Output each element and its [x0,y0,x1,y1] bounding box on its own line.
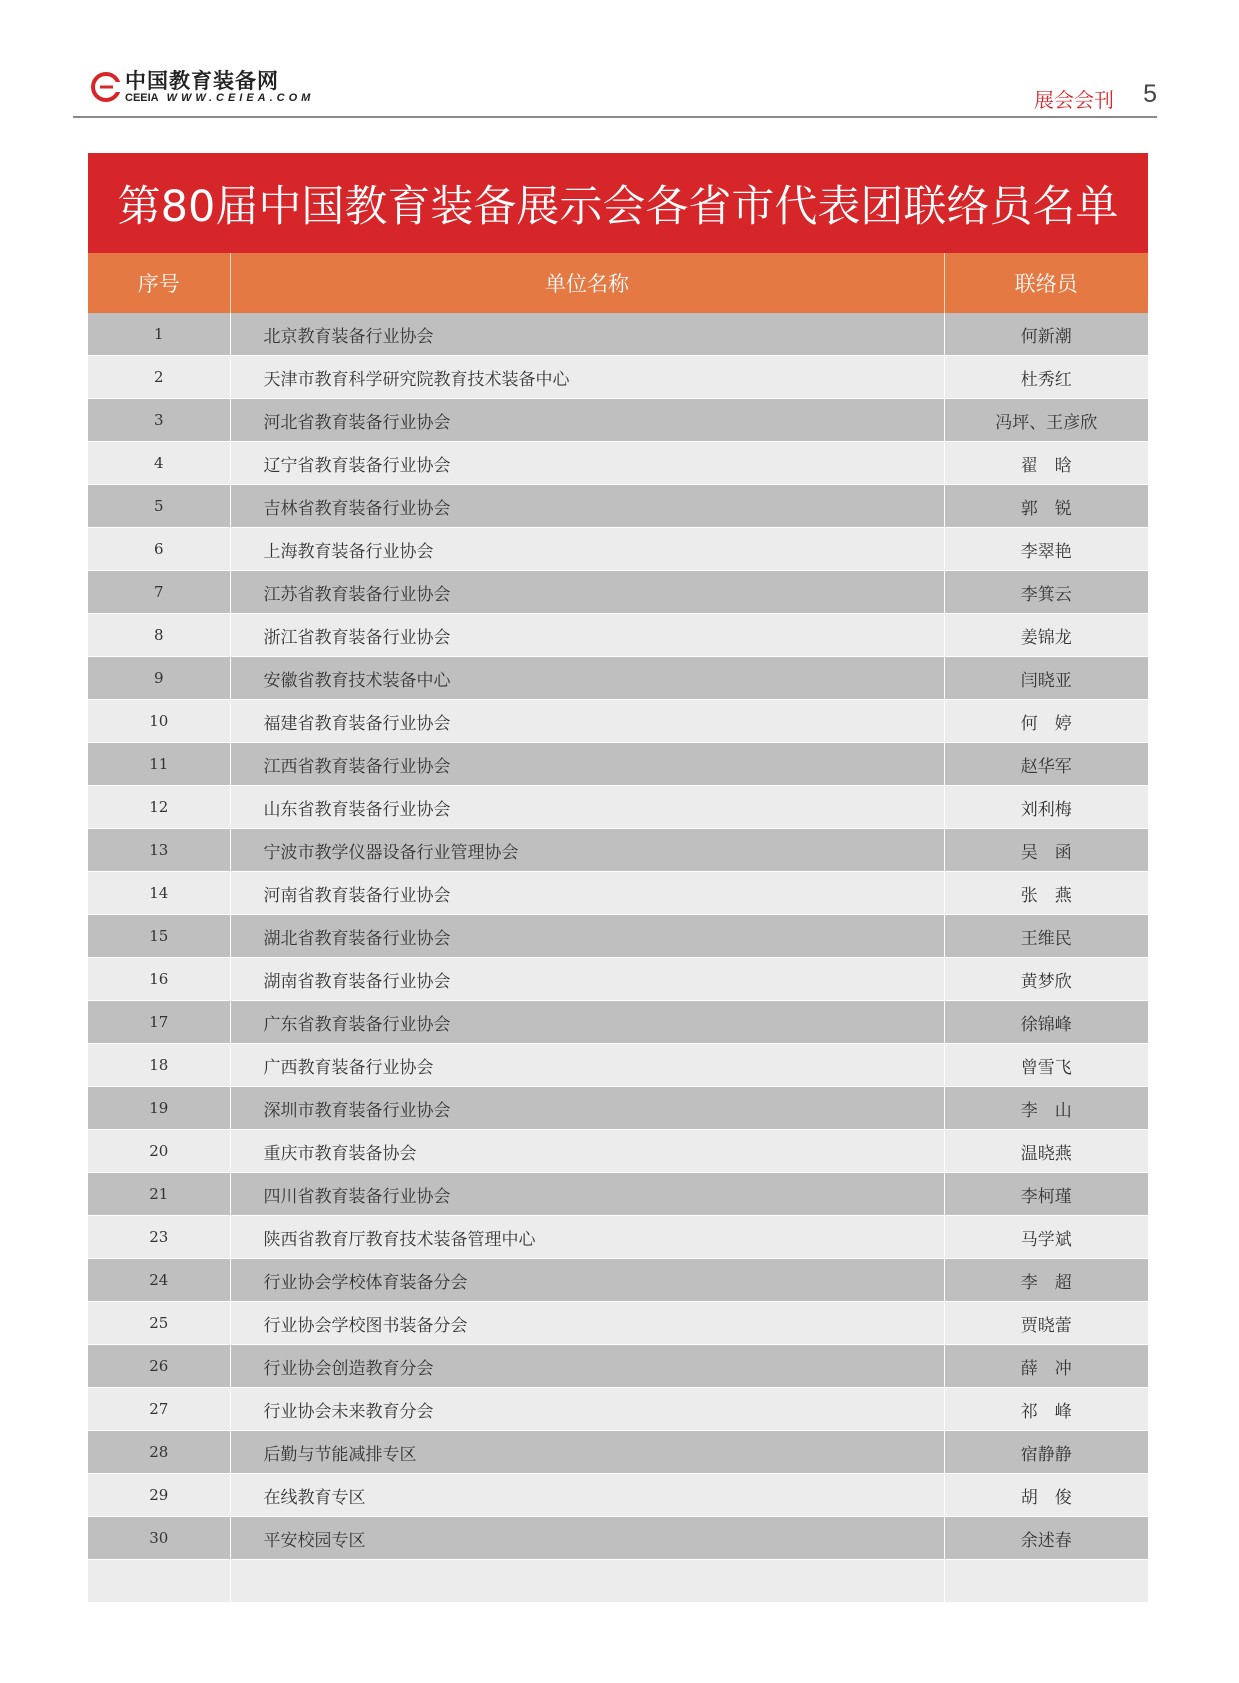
header-divider [73,116,1157,118]
table-row [88,1044,1148,1087]
contact-table [88,253,1148,1603]
unit-name: 行业协会未来教育分会 [230,1388,944,1431]
table-row [88,1560,1148,1603]
table-row [88,528,1148,571]
table-row [88,485,1148,528]
unit-name: 安徽省教育技术装备中心 [230,657,944,700]
unit-name: 四川省教育装备行业协会 [230,1173,944,1216]
contact-person: 胡 俊 [944,1474,1148,1517]
table-row [88,1087,1148,1130]
unit-name: 深圳市教育装备行业协会 [230,1087,944,1130]
unit-name: 湖南省教育装备行业协会 [230,958,944,1001]
row-number: 26 [88,1345,230,1388]
contact-person: 徐锦峰 [944,1001,1148,1044]
unit-name: 吉林省教育装备行业协会 [230,485,944,528]
table-row [88,1345,1148,1388]
unit-name: 平安校园专区 [230,1517,944,1560]
table-row [88,786,1148,829]
unit-name: 行业协会创造教育分会 [230,1345,944,1388]
unit-name: 天津市教育科学研究院教育技术装备中心 [230,356,944,399]
unit-name: 广东省教育装备行业协会 [230,1001,944,1044]
table-header-row [88,253,1148,313]
table-row [88,1517,1148,1560]
unit-name: 辽宁省教育装备行业协会 [230,442,944,485]
unit-name: 江西省教育装备行业协会 [230,743,944,786]
contact-person: 郭 锐 [944,485,1148,528]
table-row [88,1388,1148,1431]
page-number: 5 [1143,80,1157,108]
row-number: 30 [88,1517,230,1560]
unit-name: 山东省教育装备行业协会 [230,786,944,829]
row-number: 29 [88,1474,230,1517]
contact-person: 杜秀红 [944,356,1148,399]
row-number: 2 [88,356,230,399]
unit-name: 陕西省教育厅教育技术装备管理中心 [230,1216,944,1259]
table-row [88,399,1148,442]
unit-name: 行业协会学校图书装备分会 [230,1302,944,1345]
contact-person: 马学斌 [944,1216,1148,1259]
contact-person: 何 婷 [944,700,1148,743]
table-row [88,1001,1148,1044]
row-number: 6 [88,528,230,571]
unit-name: 上海教育装备行业协会 [230,528,944,571]
table-row [88,356,1148,399]
row-number: 4 [88,442,230,485]
row-number: 9 [88,657,230,700]
unit-name: 江苏省教育装备行业协会 [230,571,944,614]
row-number: 5 [88,485,230,528]
contact-person: 李柯瑾 [944,1173,1148,1216]
table-row [88,743,1148,786]
row-number: 1 [88,313,230,356]
row-number: 25 [88,1302,230,1345]
contact-person: 曾雪飞 [944,1044,1148,1087]
row-number: 7 [88,571,230,614]
table-row [88,1302,1148,1345]
row-number: 10 [88,700,230,743]
row-number: 16 [88,958,230,1001]
contact-person: 温晓燕 [944,1130,1148,1173]
unit-name: 北京教育装备行业协会 [230,313,944,356]
table-row [88,1431,1148,1474]
unit-name: 重庆市教育装备协会 [230,1130,944,1173]
contact-person: 宿静静 [944,1431,1148,1474]
contact-person: 翟 晗 [944,442,1148,485]
row-number: 21 [88,1173,230,1216]
ceeia-logo-icon [91,72,121,102]
table-row [88,872,1148,915]
row-number: 23 [88,1216,230,1259]
logo-url: WWW.CEIEA.COM [166,92,315,104]
unit-name: 浙江省教育装备行业协会 [230,614,944,657]
row-number: 15 [88,915,230,958]
row-number: 27 [88,1388,230,1431]
unit-name: 行业协会学校体育装备分会 [230,1259,944,1302]
contact-person: 冯坪、王彦欣 [944,399,1148,442]
row-number: 12 [88,786,230,829]
column-header-contact: 联络员 [944,253,1148,313]
contact-person: 姜锦龙 [944,614,1148,657]
table-row [88,829,1148,872]
contact-person: 闫晓亚 [944,657,1148,700]
table-row [88,1216,1148,1259]
table-row [88,1173,1148,1216]
row-number: 18 [88,1044,230,1087]
contact-person: 黄梦欣 [944,958,1148,1001]
contact-person: 何新潮 [944,313,1148,356]
contact-person [944,1560,1148,1603]
column-header-number: 序号 [88,253,230,313]
contact-person: 李 超 [944,1259,1148,1302]
contact-person: 薛 冲 [944,1345,1148,1388]
section-label: 展会会刊 [1034,88,1114,112]
table-row [88,1130,1148,1173]
row-number: 17 [88,1001,230,1044]
contact-person: 刘利梅 [944,786,1148,829]
row-number: 11 [88,743,230,786]
unit-name [230,1560,944,1603]
unit-name: 河北省教育装备行业协会 [230,399,944,442]
table-row [88,700,1148,743]
table-row [88,657,1148,700]
unit-name: 湖北省教育装备行业协会 [230,915,944,958]
logo-abbreviation: CEEIA [125,92,159,104]
unit-name: 福建省教育装备行业协会 [230,700,944,743]
row-number: 24 [88,1259,230,1302]
contact-person: 李翠艳 [944,528,1148,571]
contact-person: 王维民 [944,915,1148,958]
unit-name: 在线教育专区 [230,1474,944,1517]
column-header-unit: 单位名称 [230,253,944,313]
logo-chinese-name: 中国教育装备网 [125,68,279,93]
row-number: 8 [88,614,230,657]
contact-person: 贾晓蕾 [944,1302,1148,1345]
page-title: 第80届中国教育装备展示会各省市代表团联络员名单 [88,153,1148,253]
table-row [88,614,1148,657]
table-row [88,571,1148,614]
unit-name: 河南省教育装备行业协会 [230,872,944,915]
unit-name: 广西教育装备行业协会 [230,1044,944,1087]
table-row [88,442,1148,485]
table-row [88,1259,1148,1302]
table-row [88,313,1148,356]
contact-person: 余述春 [944,1517,1148,1560]
row-number: 13 [88,829,230,872]
row-number [88,1560,230,1603]
row-number: 28 [88,1431,230,1474]
row-number: 20 [88,1130,230,1173]
contact-person: 赵华军 [944,743,1148,786]
contact-person: 李 山 [944,1087,1148,1130]
contact-person: 吴 函 [944,829,1148,872]
row-number: 19 [88,1087,230,1130]
table-row [88,915,1148,958]
table-row [88,1474,1148,1517]
row-number: 3 [88,399,230,442]
unit-name: 后勤与节能减排专区 [230,1431,944,1474]
row-number: 14 [88,872,230,915]
contact-person: 张 燕 [944,872,1148,915]
ceeia-logo [91,70,314,104]
table-row [88,958,1148,1001]
contact-person: 祁 峰 [944,1388,1148,1431]
contact-person: 李箕云 [944,571,1148,614]
unit-name: 宁波市教学仪器设备行业管理协会 [230,829,944,872]
page-header [73,66,1157,118]
